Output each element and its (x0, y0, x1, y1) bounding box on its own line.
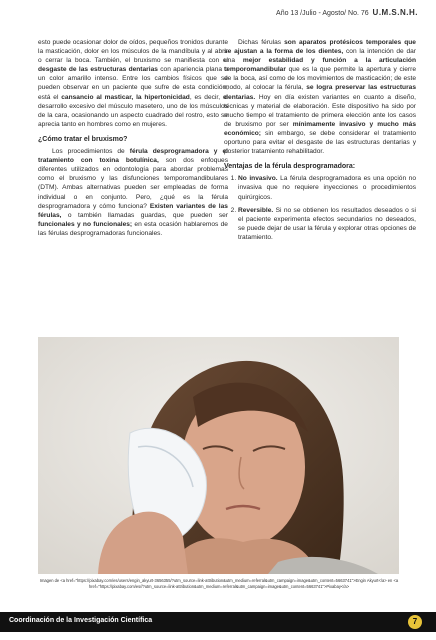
left-column (38, 38, 228, 242)
advantages-list (224, 174, 416, 242)
right-column (224, 38, 416, 246)
footer-text: Coordinación de la Investigación Científica (9, 617, 153, 624)
right-paragraph-1: Dichas férulas son aparatos protésicos temporales que se ajustan a la forma de los dientes, con la intención de dar una mejor estabilidad y función a la articulación temporomandibular que es la que permite la apertura y cierre de la boca, así como de los movimientos de masticación; de este modo, al colocar la férula, se logra preservar las estructuras dentarias. Hoy en día existen variantes en cuanto a diseño, técnicas y material de elaboración. Este dispositivo ha sido por mucho tiempo el tratamiento de primera elección ante los casos de bruxismo por ser mínimamente invasivo y mucho más económico; sin embargo, se debe considerar el tratamiento oportuno para evitar el desgaste de las estructuras dentarias y posterior tratamiento rehabilitador. (224, 39, 416, 156)
page-footer (0, 612, 436, 632)
woman-with-ice-pack-photo (38, 337, 399, 574)
left-paragraph-1: esto puede ocasionar dolor de oídos, pequeños tronidos durante la masticación, dolor en los músculos de la mandíbula y al abrir o cerrar la boca. También, el bruxismo se manifiesta con el desgaste de las estructuras dentarias con apariencia plana o un color amarillo intenso. Entre los cambios físicos que se pueden observar en un paciente que sufre de esta condición, está el cansancio al masticar, la hipertonicidad, es decir, el desarrollo excesivo del músculo masetero, uno de los músculos de la cara, ocasionando un aspecto cuadrado del rostro, esto se aprecia tanto en hombres como en mujeres. (38, 39, 229, 128)
section-heading-advantages: Ventajas de la férula desprogramadora: (224, 163, 356, 171)
institution-name: U.M.S.N.H. (372, 8, 418, 17)
issue-header (276, 8, 418, 17)
left-paragraph-2: Los procedimientos de férula desprogramadora y el tratamiento con toxina botulínica, son dos enfoques diferentes utilizados en odontología para abordar problemas como el bruxismo y las disfunciones temporomandibulares (DTM). Ambas alternativas pueden ser empleadas de forma individual o en conjunto. Pero, ¿qué es la férula desprogramadora y cómo funciona? Existen variantes de las férulas, o también llamadas guardas, que pueden ser funcionales y no funcionales; en esta ocasión hablaremos de las férulas desprogramadoras funcionales. (38, 148, 228, 237)
list-item: 1. No invasivo. La férula desprogramadora es una opción no invasiva que no requiere inyecciones o procedimientos quirúrgicos. (238, 174, 416, 201)
issue-date: Año 13 /Julio - Agosto/ No. 76 (276, 10, 369, 17)
section-heading-treatment: ¿Cómo tratar el bruxismo? (38, 135, 128, 143)
image-credit-caption: Imagen de <a href="https://pixabay.com/es/users/engin_akyurt-3656355/?utm_source=link-attribution&utm_medium=referral&utm_campaign=image&utm_content=5663741">Engin Akyurt</a> en <a href="https://pixabay.com/es//?utm_source=link-attribution&utm_medium=referral&utm_campaign=image&utm_content=5663741">Pixabay</a> (39, 578, 399, 589)
page-number-badge: 7 (408, 615, 422, 629)
list-item: 2. Reversible. Si no se obtienen los resultados deseados o si el paciente experimenta efectos secundarios no deseados, se puede dejar de usar la férula y explorar otras opciones de tratamiento. (238, 206, 416, 242)
photo-illustration (38, 337, 399, 574)
